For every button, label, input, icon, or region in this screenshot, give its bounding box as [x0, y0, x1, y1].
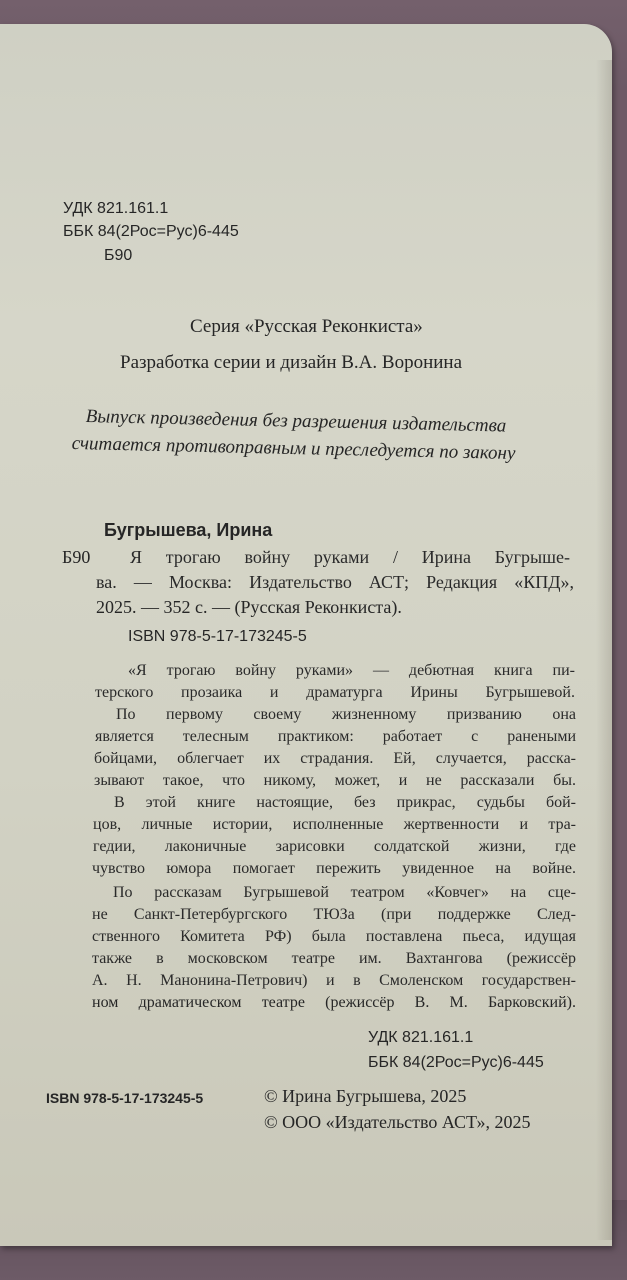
- series-name: Серия «Русская Реконкиста»: [190, 316, 423, 337]
- warning-line-1: Выпуск произведения без разрешения издательства: [85, 406, 507, 437]
- annotation-line: также в московском театре им. Вахтангова (режиссёр: [92, 950, 576, 967]
- author-mark-top: Б90: [104, 247, 133, 264]
- annotation-line: зывают такое, что никому, может, и не рассказали бы.: [94, 772, 576, 789]
- annotation-line: терского прозаика и драматурга Ирины Бугрышевой.: [95, 684, 575, 701]
- annotation-line: В этой книге настоящие, без прикрас, судьбы бой-: [114, 794, 576, 811]
- annotation-line: не Санкт-Петербургского ТЮЗа (при поддержке След-: [92, 906, 576, 923]
- annotation-line: По первому своему жизненному призванию она: [116, 706, 576, 723]
- annotation-line: А. Н. Манонина-Петрович) и в Смоленском государствен-: [92, 972, 576, 989]
- catalog-entry-line: Я трогаю войну руками / Ирина Бугрыше-: [130, 547, 570, 567]
- annotation-line: цов, личные истории, исполненные жертвенности и тра-: [93, 816, 576, 833]
- catalog-isbn: ISBN 978-5-17-173245-5: [128, 628, 307, 645]
- page-edge-shadow: [596, 60, 612, 1240]
- bbk-bottom: ББК 84(2Рос=Рус)6-445: [368, 1054, 544, 1071]
- annotation-line: бойцами, облегчает их страдания. Ей, случается, расска-: [94, 750, 576, 767]
- series-design: Разработка серии и дизайн В.А. Воронина: [120, 352, 462, 373]
- copyright-publisher: © ООО «Издательство АСТ», 2025: [264, 1112, 531, 1132]
- annotation-line: является телесным практиком: работает с ранеными: [95, 728, 576, 745]
- annotation-line: гедии, лаконичные зарисовки солдатской жизни, где: [93, 838, 576, 855]
- annotation-line: По рассказам Бугрышевой театром «Ковчег» на сце-: [113, 884, 576, 901]
- annotation-line: «Я трогаю войну руками» — дебютная книга пи-: [128, 662, 575, 679]
- copyright-author: © Ирина Бугрышева, 2025: [264, 1086, 467, 1106]
- annotation-line: чувство юмора помогает пережить увиденное на войне.: [92, 860, 576, 877]
- annotation-line: ственного Комитета РФ) была поставлена пьеса, идущая: [92, 928, 576, 945]
- isbn-bottom: ISBN 978-5-17-173245-5: [46, 1090, 204, 1106]
- catalog-code: Б90: [62, 547, 91, 567]
- warning-line-2: считается противоправным и преследуется по закону: [71, 433, 516, 465]
- catalog-author: Бугрышева, Ирина: [104, 520, 273, 540]
- catalog-entry-line: ва. — Москва: Издательство АСТ; Редакция «КПД»,: [96, 572, 574, 592]
- udk-bottom: УДК 821.161.1: [368, 1029, 474, 1046]
- bbk-top: ББК 84(2Рос=Рус)6-445: [63, 223, 239, 240]
- annotation-line: ном драматическом театре (режиссёр В. М. Барковский).: [92, 994, 576, 1011]
- udk-top: УДК 821.161.1: [63, 200, 169, 217]
- catalog-entry-line: 2025. — 352 с. — (Русская Реконкиста).: [96, 597, 402, 617]
